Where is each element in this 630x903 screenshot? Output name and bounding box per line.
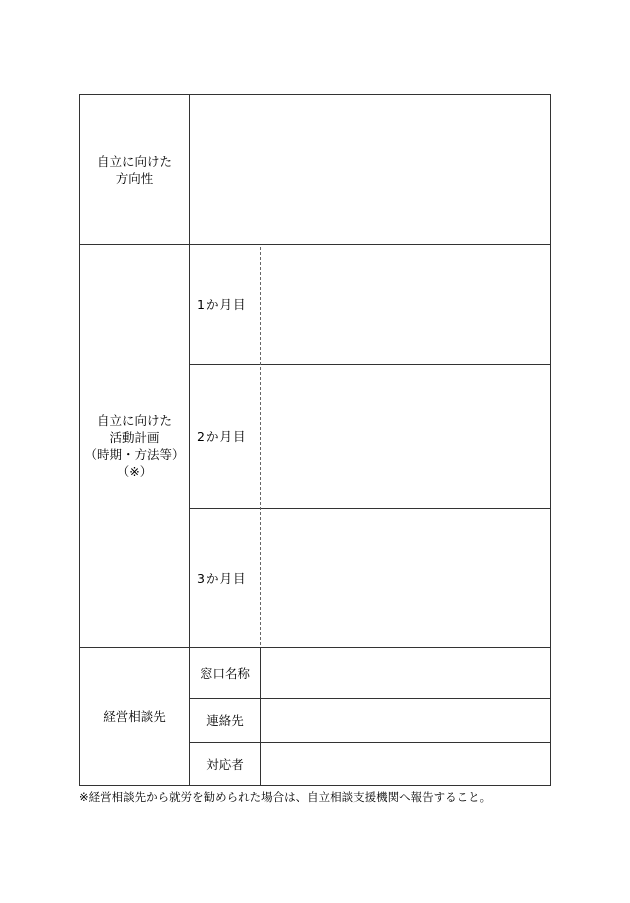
direction-label-line: 方向性 xyxy=(115,170,154,186)
consult-window-name-input[interactable] xyxy=(261,648,550,698)
month-3-label: 3か月目 xyxy=(197,570,247,586)
month-2-label: 2か月目 xyxy=(197,429,247,444)
consult-window-name-label: 窓口名称 xyxy=(199,665,250,681)
month-2-input-area[interactable] xyxy=(262,365,550,508)
footnote: ※経営相談先から就労を勧められた場合は、自立相談支援機関へ報告すること。 xyxy=(79,790,492,804)
consult-contact-label: 連絡先 xyxy=(206,713,244,728)
plan-label xyxy=(80,245,189,647)
consult-contact-input[interactable] xyxy=(261,699,550,742)
plan-label-line: （時期・方法等） xyxy=(84,447,185,462)
plan-label-line: 自立に向けた xyxy=(96,413,172,428)
month-divider-dashed xyxy=(260,247,261,645)
direction-label-line: 自立に向けた xyxy=(96,153,172,169)
direction-label xyxy=(80,95,189,244)
plan-label-line: （※） xyxy=(116,464,153,479)
direction-input-area[interactable] xyxy=(190,95,550,244)
month-1-label: 1か月目 xyxy=(197,297,247,312)
consult-person-label: 対応者 xyxy=(206,756,244,772)
month-1-input-area[interactable] xyxy=(262,245,550,364)
consult-person-input[interactable] xyxy=(261,743,550,785)
plan-label-line: 活動計画 xyxy=(109,430,160,445)
plan-form-table xyxy=(79,94,551,786)
month-3-input-area[interactable] xyxy=(262,509,550,647)
consult-label: 経営相談先 xyxy=(103,709,166,724)
